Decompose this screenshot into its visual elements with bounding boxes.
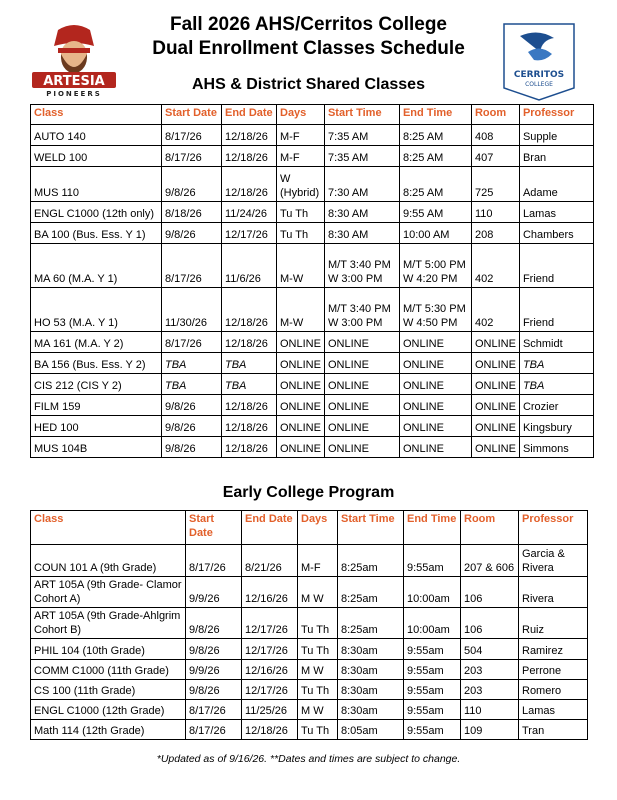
table-cell: M-W — [277, 288, 325, 332]
table-cell: CIS 212 (CIS Y 2) — [31, 374, 162, 395]
table-cell: Schmidt — [519, 332, 593, 353]
table-cell: 9:55 AM — [399, 202, 471, 223]
table-cell: 207 & 606 — [461, 545, 519, 577]
table-cell: ONLINE — [471, 374, 519, 395]
table-cell: ONLINE — [324, 395, 399, 416]
table-cell: Crozier — [519, 395, 593, 416]
table-cell: CS 100 (11th Grade) — [31, 680, 186, 700]
table-cell: 8/17/26 — [162, 125, 222, 146]
table-cell: ONLINE — [277, 395, 325, 416]
column-header: End Date — [242, 511, 298, 545]
table-cell: ONLINE — [471, 416, 519, 437]
table-cell: ONLINE — [324, 437, 399, 458]
table-cell: 208 — [471, 223, 519, 244]
table-cell: ONLINE — [399, 416, 471, 437]
table-cell: Kingsbury — [519, 416, 593, 437]
table-cell: 8:05am — [338, 720, 404, 740]
table-cell: ENGL C1000 (12th Grade) — [31, 700, 186, 720]
table-cell: 8/17/26 — [186, 545, 242, 577]
table-cell: W (Hybrid) — [277, 167, 325, 202]
table-cell: 8:30am — [338, 639, 404, 660]
table-row — [31, 244, 594, 288]
table-cell: Garcia & Rivera — [519, 545, 588, 577]
table-cell: 8/17/26 — [162, 146, 222, 167]
table-cell: PHIL 104 (10th Grade) — [31, 639, 186, 660]
table-cell: M W — [298, 660, 338, 680]
table-cell: ONLINE — [471, 437, 519, 458]
table-header-row — [31, 105, 594, 125]
table-cell: 8:30am — [338, 660, 404, 680]
table-cell: 9/8/26 — [162, 416, 222, 437]
table-cell: 10:00 AM — [399, 223, 471, 244]
table-cell: 110 — [471, 202, 519, 223]
table-cell: M/T 3:40 PM W 3:00 PM — [324, 244, 399, 288]
table-cell: 8:25 AM — [399, 167, 471, 202]
column-header: Start Time — [338, 511, 404, 545]
table-cell: BA 156 (Bus. Ess. Y 2) — [31, 353, 162, 374]
table-row — [31, 660, 588, 680]
column-header: Class — [31, 105, 162, 125]
table-cell: 203 — [461, 660, 519, 680]
table-row — [31, 720, 588, 740]
table-cell: TBA — [162, 374, 222, 395]
table-cell: M/T 5:30 PM W 4:50 PM — [399, 288, 471, 332]
table-cell: 9/8/26 — [162, 395, 222, 416]
table-cell: 12/16/26 — [242, 660, 298, 680]
table-cell: Tu Th — [298, 639, 338, 660]
table-cell: M/T 5:00 PM W 4:20 PM — [399, 244, 471, 288]
table-cell: ONLINE — [277, 353, 325, 374]
table-cell: HO 53 (M.A. Y 1) — [31, 288, 162, 332]
table-cell: MA 60 (M.A. Y 1) — [31, 244, 162, 288]
table-cell: WELD 100 — [31, 146, 162, 167]
table-row — [31, 680, 588, 700]
table-cell: 8:30am — [338, 700, 404, 720]
shared-table-body — [31, 125, 594, 458]
table-cell: 8/21/26 — [242, 545, 298, 577]
table-cell: 10:00am — [404, 608, 461, 639]
svg-text:ARTESIA: ARTESIA — [43, 74, 105, 89]
table-row — [31, 395, 594, 416]
table-cell: 8:25 AM — [399, 125, 471, 146]
page-title-line2: Dual Enrollment Classes Schedule — [152, 38, 465, 59]
table-cell: M-F — [277, 146, 325, 167]
table-cell: ONLINE — [399, 332, 471, 353]
table-cell: ONLINE — [399, 374, 471, 395]
table-cell: 9/8/26 — [186, 680, 242, 700]
table-cell: COUN 101 A (9th Grade) — [31, 545, 186, 577]
table-cell: TBA — [222, 353, 277, 374]
table-cell: 725 — [471, 167, 519, 202]
table-row — [31, 125, 594, 146]
table-cell: 9/8/26 — [162, 223, 222, 244]
table-cell: 8:25 AM — [399, 146, 471, 167]
table-cell: 12/18/26 — [222, 416, 277, 437]
table-cell: 9:55am — [404, 660, 461, 680]
table-cell: 7:35 AM — [324, 125, 399, 146]
column-header: Professor — [519, 105, 593, 125]
table-cell: TBA — [222, 374, 277, 395]
table-cell: ONLINE — [324, 374, 399, 395]
table-cell: 12/17/26 — [242, 680, 298, 700]
table-cell: 109 — [461, 720, 519, 740]
column-header: Room — [471, 105, 519, 125]
table-cell: M W — [298, 577, 338, 608]
table-cell: 11/6/26 — [222, 244, 277, 288]
table-cell: TBA — [519, 374, 593, 395]
table-cell: 504 — [461, 639, 519, 660]
early-college-table — [30, 510, 588, 740]
table-cell: MUS 104B — [31, 437, 162, 458]
table-cell: HED 100 — [31, 416, 162, 437]
svg-text:CERRITOS: CERRITOS — [513, 70, 565, 80]
table-cell: ART 105A (9th Grade- Clamor Cohort A) — [31, 577, 186, 608]
column-header: Class — [31, 511, 186, 545]
table-cell: Perrone — [519, 660, 588, 680]
table-cell: 9/9/26 — [186, 660, 242, 680]
table-cell: ONLINE — [399, 395, 471, 416]
table-cell: 11/25/26 — [242, 700, 298, 720]
table-cell: 8/17/26 — [186, 720, 242, 740]
table-cell: 9:55am — [404, 639, 461, 660]
table-cell: 9/8/26 — [162, 437, 222, 458]
table-cell: ART 105A (9th Grade-Ahlgrim Cohort B) — [31, 608, 186, 639]
table-cell: 9:55am — [404, 680, 461, 700]
table-cell: 9/8/26 — [186, 608, 242, 639]
table-cell: Lamas — [519, 202, 593, 223]
svg-text:COLLEGE: COLLEGE — [525, 81, 553, 88]
table-cell: TBA — [162, 353, 222, 374]
table-cell: 12/17/26 — [222, 223, 277, 244]
table-cell: ONLINE — [399, 437, 471, 458]
table-cell: 12/18/26 — [222, 437, 277, 458]
table-row — [31, 146, 594, 167]
table-row — [31, 416, 594, 437]
column-header: Start Time — [324, 105, 399, 125]
table-cell: 9:55am — [404, 700, 461, 720]
table-cell: 8:30 AM — [324, 202, 399, 223]
table-cell: AUTO 140 — [31, 125, 162, 146]
footnote: *Updated as of 9/16/26. **Dates and times are subject to change. — [156, 753, 461, 765]
early-section-title: Early College Program — [222, 484, 395, 501]
table-cell: M/T 3:40 PM W 3:00 PM — [324, 288, 399, 332]
shared-section-title: AHS & District Shared Classes — [192, 76, 425, 93]
column-header: Start Date — [162, 105, 222, 125]
table-row — [31, 374, 594, 395]
table-cell: TBA — [519, 353, 593, 374]
table-cell: 9/8/26 — [162, 167, 222, 202]
table-cell: Tran — [519, 720, 588, 740]
table-row — [31, 437, 594, 458]
column-header: Start Date — [186, 511, 242, 545]
table-cell: ONLINE — [277, 416, 325, 437]
table-cell: ONLINE — [471, 395, 519, 416]
table-cell: M-W — [277, 244, 325, 288]
table-cell: 8/17/26 — [186, 700, 242, 720]
table-cell: Tu Th — [277, 202, 325, 223]
early-table-body — [31, 545, 588, 740]
table-cell: 12/18/26 — [222, 395, 277, 416]
table-cell: M-F — [298, 545, 338, 577]
table-cell: Math 114 (12th Grade) — [31, 720, 186, 740]
table-cell: Lamas — [519, 700, 588, 720]
table-cell: Adame — [519, 167, 593, 202]
table-cell: Supple — [519, 125, 593, 146]
table-cell: 9:55am — [404, 545, 461, 577]
table-cell: ONLINE — [399, 353, 471, 374]
table-cell: COMM C1000 (11th Grade) — [31, 660, 186, 680]
table-cell: ONLINE — [277, 437, 325, 458]
table-row — [31, 332, 594, 353]
table-row — [31, 167, 594, 202]
table-cell: ONLINE — [277, 374, 325, 395]
table-cell: Romero — [519, 680, 588, 700]
table-cell: Tu Th — [277, 223, 325, 244]
table-cell: 9/9/26 — [186, 577, 242, 608]
table-row — [31, 223, 594, 244]
table-cell: Simmons — [519, 437, 593, 458]
table-cell: 12/17/26 — [242, 639, 298, 660]
table-cell: 8:30am — [338, 680, 404, 700]
table-cell: MA 161 (M.A. Y 2) — [31, 332, 162, 353]
table-cell: 12/18/26 — [222, 125, 277, 146]
table-cell: 12/18/26 — [222, 332, 277, 353]
svg-text:PIONEERS: PIONEERS — [46, 90, 102, 98]
table-cell: 8:25am — [338, 545, 404, 577]
table-cell: 9/8/26 — [186, 639, 242, 660]
table-cell: 10:00am — [404, 577, 461, 608]
table-cell: 8:25am — [338, 608, 404, 639]
column-header: Professor — [519, 511, 588, 545]
table-cell: 407 — [471, 146, 519, 167]
table-cell: 7:35 AM — [324, 146, 399, 167]
table-header-row — [31, 511, 588, 545]
table-cell: Friend — [519, 288, 593, 332]
column-header: Days — [298, 511, 338, 545]
column-header: Room — [461, 511, 519, 545]
table-cell: 8/17/26 — [162, 332, 222, 353]
table-cell: 11/30/26 — [162, 288, 222, 332]
table-cell: 106 — [461, 577, 519, 608]
table-cell: ONLINE — [324, 332, 399, 353]
table-cell: 203 — [461, 680, 519, 700]
table-row — [31, 545, 588, 577]
table-cell: 12/17/26 — [242, 608, 298, 639]
table-cell: 7:30 AM — [324, 167, 399, 202]
table-cell: 408 — [471, 125, 519, 146]
table-cell: 8/18/26 — [162, 202, 222, 223]
table-cell: 106 — [461, 608, 519, 639]
table-cell: 9:55am — [404, 720, 461, 740]
table-row — [31, 608, 588, 639]
column-header: End Time — [404, 511, 461, 545]
table-cell: ONLINE — [471, 353, 519, 374]
table-cell: Tu Th — [298, 680, 338, 700]
table-cell: Bran — [519, 146, 593, 167]
table-cell: Ruiz — [519, 608, 588, 639]
table-cell: Tu Th — [298, 608, 338, 639]
table-cell: 402 — [471, 244, 519, 288]
table-row — [31, 202, 594, 223]
page-title-line1: Fall 2026 AHS/Cerritos College — [169, 14, 447, 35]
table-row — [31, 577, 588, 608]
table-cell: ONLINE — [324, 353, 399, 374]
column-header: End Date — [222, 105, 277, 125]
table-cell: 12/18/26 — [222, 288, 277, 332]
table-cell: 402 — [471, 288, 519, 332]
shared-classes-table — [30, 104, 594, 458]
table-cell: 12/18/26 — [222, 167, 277, 202]
table-cell: 8:30 AM — [324, 223, 399, 244]
table-cell: 8/17/26 — [162, 244, 222, 288]
table-row — [31, 700, 588, 720]
table-cell: M W — [298, 700, 338, 720]
table-cell: Chambers — [519, 223, 593, 244]
table-row — [31, 288, 594, 332]
table-cell: 110 — [461, 700, 519, 720]
table-cell: 12/18/26 — [242, 720, 298, 740]
table-cell: ENGL C1000 (12th only) — [31, 202, 162, 223]
table-cell: Ramirez — [519, 639, 588, 660]
table-cell: ONLINE — [324, 416, 399, 437]
table-cell: FILM 159 — [31, 395, 162, 416]
table-cell: 12/16/26 — [242, 577, 298, 608]
table-cell: MUS 110 — [31, 167, 162, 202]
table-cell: 12/18/26 — [222, 146, 277, 167]
table-cell: ONLINE — [277, 332, 325, 353]
column-header: Days — [277, 105, 325, 125]
table-cell: BA 100 (Bus. Ess. Y 1) — [31, 223, 162, 244]
table-cell: M-F — [277, 125, 325, 146]
table-cell: Rivera — [519, 577, 588, 608]
table-row — [31, 353, 594, 374]
table-cell: Tu Th — [298, 720, 338, 740]
table-row — [31, 639, 588, 660]
table-cell: Friend — [519, 244, 593, 288]
column-header: End Time — [399, 105, 471, 125]
table-cell: 8:25am — [338, 577, 404, 608]
table-cell: 11/24/26 — [222, 202, 277, 223]
table-cell: ONLINE — [471, 332, 519, 353]
